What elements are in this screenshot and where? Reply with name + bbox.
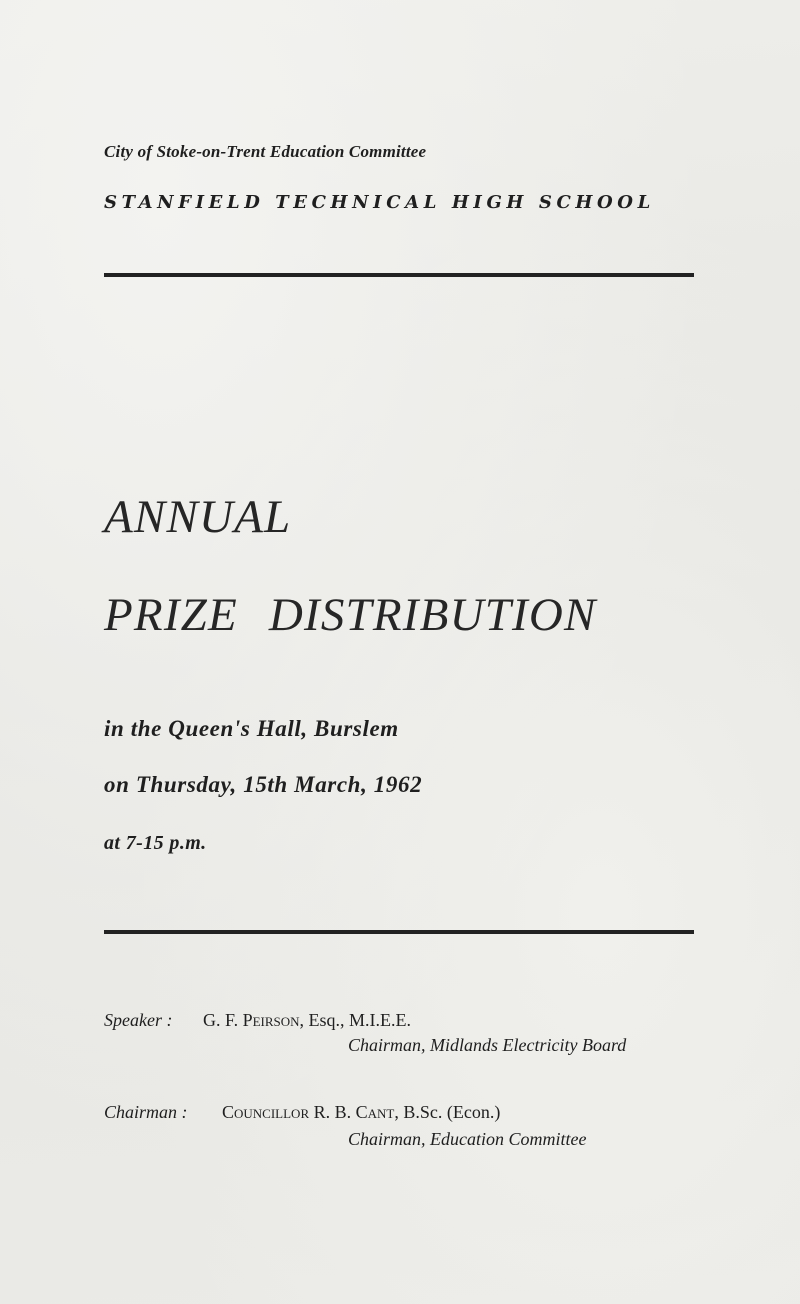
top-divider (104, 273, 694, 277)
speaker-name (203, 1010, 411, 1031)
speaker-position: Chairman, Midlands Electricity Board (348, 1035, 627, 1055)
chairman-surname: Cant (355, 1102, 395, 1122)
school-name: STANFIELD TECHNICAL HIGH SCHOOL (104, 192, 655, 213)
committee-name: City of Stoke-on-Trent Education Committee (104, 142, 427, 161)
chairman-title: Councillor (222, 1102, 310, 1122)
speaker-label: Speaker : (104, 1010, 173, 1030)
title-prize-distribution: PRIZE DISTRIBUTION (104, 589, 597, 641)
chairman-suffix: , B.Sc. (Econ.) (394, 1102, 501, 1122)
chairman-position: Chairman, Education Committee (348, 1129, 587, 1149)
show-through-text (430, 120, 443, 141)
speaker-initials: G. F. (203, 1010, 243, 1030)
bottom-divider (104, 930, 694, 934)
chairman-label: Chairman : (104, 1102, 188, 1122)
event-venue: in the Queen's Hall, Burslem (104, 716, 399, 741)
event-time: at 7-15 p.m. (104, 832, 207, 854)
speaker-suffix: , Esq., M.I.E.E. (299, 1010, 412, 1030)
chairman-initials: R. B. (309, 1102, 356, 1122)
event-date: on Thursday, 15th March, 1962 (104, 772, 423, 797)
speaker-surname: Peirson (242, 1010, 300, 1030)
title-annual: ANNUAL (104, 491, 292, 543)
chairman-name (222, 1102, 500, 1123)
